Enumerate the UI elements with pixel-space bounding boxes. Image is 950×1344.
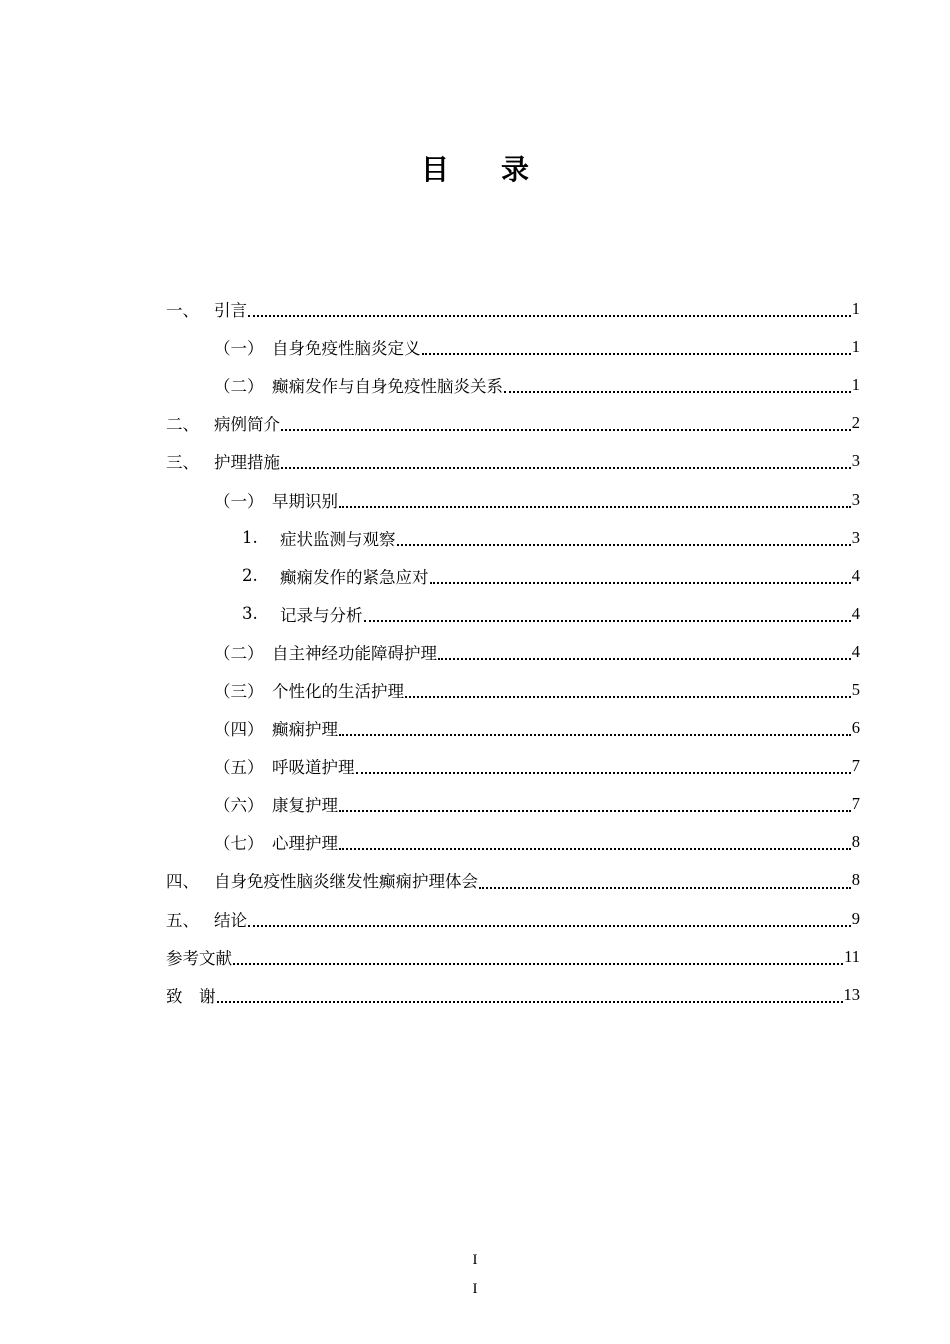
toc-entry-title: 结论 [214, 910, 247, 930]
toc-entry[interactable] [166, 823, 860, 861]
toc-entry-page: 6 [851, 718, 860, 738]
toc-entry[interactable] [166, 519, 860, 557]
toc-entry-number: 2. [242, 566, 258, 586]
toc-entry[interactable] [166, 671, 860, 709]
toc-entry-number: （二） [214, 377, 264, 397]
toc-entry-number: （一） [214, 339, 264, 359]
toc-dot-leader [281, 428, 851, 431]
toc-dot-leader [339, 809, 851, 812]
toc-entry-title: 自身免疫性脑炎定义 [272, 339, 421, 359]
toc-entry-number: （四） [214, 720, 264, 740]
toc-entry-title: 早期识别 [272, 491, 338, 511]
table-of-contents [166, 290, 860, 1014]
toc-entry-title: 参考文献 [166, 948, 232, 968]
toc-entry-page: 7 [851, 794, 860, 814]
toc-dot-leader [339, 505, 851, 508]
toc-entry-number: 1. [242, 528, 258, 548]
toc-entry[interactable] [166, 709, 860, 747]
toc-entry[interactable] [166, 480, 860, 518]
toc-entry-number: 三、 [166, 453, 199, 473]
toc-entry[interactable] [166, 442, 860, 480]
toc-dot-leader [339, 733, 851, 736]
toc-entry-page: 5 [851, 679, 860, 699]
toc-dot-leader [217, 1000, 843, 1003]
toc-entry-title: 癫痫护理 [272, 720, 338, 740]
toc-dot-leader [438, 657, 851, 660]
toc-entry-title: 癫痫发作与自身免疫性脑炎关系 [272, 377, 503, 397]
toc-dot-leader [430, 581, 851, 584]
toc-entry[interactable] [166, 747, 860, 785]
toc-entry-title: 呼吸道护理 [272, 758, 355, 778]
toc-dot-leader [339, 847, 851, 850]
toc-entry-title: 病例简介 [214, 415, 280, 435]
toc-entry-title: 护理措施 [214, 453, 280, 473]
toc-entry-page: 3 [851, 451, 860, 471]
toc-entry-page: 1 [851, 337, 860, 357]
toc-entry-title: 致 谢 [166, 986, 216, 1006]
toc-entry-title: 症状监测与观察 [280, 529, 396, 549]
toc-entry-title: 引言 [214, 301, 247, 321]
toc-entry-page: 7 [851, 756, 860, 776]
toc-entry-number: （二） [214, 643, 264, 663]
toc-dot-leader [233, 962, 843, 965]
toc-entry-page: 2 [851, 413, 860, 433]
toc-entry[interactable] [166, 328, 860, 366]
toc-dot-leader [405, 695, 851, 698]
title-char-1: 目 [420, 153, 449, 186]
toc-entry[interactable] [166, 861, 860, 899]
toc-entry-title: 记录与分析 [280, 605, 363, 625]
page-title [0, 152, 950, 188]
toc-dot-leader [248, 314, 851, 317]
toc-entry-number: 二、 [166, 415, 199, 435]
toc-entry-number: （七） [214, 834, 264, 854]
toc-entry[interactable] [166, 633, 860, 671]
toc-entry-number: 五、 [166, 910, 199, 930]
footer-page-number: I [472, 1252, 478, 1268]
toc-entry-page: 9 [851, 908, 860, 928]
toc-entry-title: 心理护理 [272, 834, 338, 854]
toc-entry-page: 4 [851, 603, 860, 623]
toc-entry-number: 四、 [166, 872, 199, 892]
footer-page-number-2: I [472, 1281, 478, 1297]
toc-dot-leader [504, 390, 851, 393]
toc-entry-number: 一、 [166, 301, 199, 321]
toc-dot-leader [422, 352, 851, 355]
toc-dot-leader [356, 771, 851, 774]
toc-entry[interactable] [166, 557, 860, 595]
toc-entry-page: 8 [851, 832, 860, 852]
toc-entry-number: （五） [214, 758, 264, 778]
toc-entry-title: 个性化的生活护理 [272, 681, 404, 701]
toc-dot-leader [248, 924, 851, 927]
toc-entry[interactable] [166, 900, 860, 938]
toc-entry-title: 自身免疫性脑炎继发性癫痫护理体会 [214, 872, 478, 892]
toc-entry-page: 13 [843, 984, 860, 1004]
toc-entry-number: （六） [214, 796, 264, 816]
toc-entry-page: 4 [851, 641, 860, 661]
toc-entry-page: 8 [851, 870, 860, 890]
toc-entry-page: 11 [844, 946, 860, 966]
toc-dot-leader [364, 619, 851, 622]
toc-entry[interactable] [166, 290, 860, 328]
toc-entry[interactable] [166, 785, 860, 823]
toc-entry[interactable] [166, 366, 860, 404]
toc-dot-leader [281, 466, 851, 469]
toc-entry-title: 康复护理 [272, 796, 338, 816]
toc-entry-number: （一） [214, 491, 264, 511]
toc-dot-leader [397, 543, 851, 546]
toc-entry-page: 4 [851, 565, 860, 585]
toc-entry-number: （三） [214, 681, 264, 701]
toc-entry-title: 自主神经功能障碍护理 [272, 643, 437, 663]
toc-entry-page: 3 [851, 527, 860, 547]
toc-entry-page: 3 [851, 489, 860, 509]
toc-entry-title: 癫痫发作的紧急应对 [280, 567, 429, 587]
toc-dot-leader [479, 886, 851, 889]
toc-entry-page: 1 [851, 299, 860, 319]
toc-entry[interactable] [166, 976, 860, 1014]
toc-entry[interactable] [166, 404, 860, 442]
toc-entry[interactable] [166, 938, 860, 976]
toc-entry-number: 3. [242, 604, 258, 624]
toc-entry-page: 1 [851, 375, 860, 395]
toc-entry[interactable] [166, 595, 860, 633]
title-char-2: 录 [501, 153, 530, 186]
